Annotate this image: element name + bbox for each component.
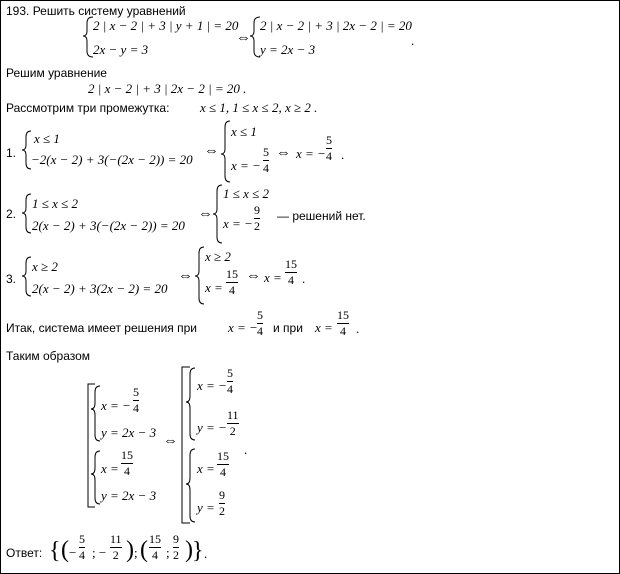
answer-pair1-x-fraction: 5 4 xyxy=(79,532,85,562)
thus-label: Таким образом xyxy=(6,349,91,363)
period: . xyxy=(244,442,248,457)
equiv-symbol: ⇔ xyxy=(163,433,178,449)
answer-close-brace: } xyxy=(192,538,204,564)
case2-result-fraction: 9 2 xyxy=(254,203,260,233)
right-b-y-lhs: y = xyxy=(197,500,215,515)
equiv-symbol: ⇔ xyxy=(236,30,251,46)
system1-eq1: 2 | x − 2 | + 3 | y + 1 | = 20 xyxy=(93,18,239,33)
left-b-x-lhs: x = xyxy=(101,461,119,476)
answer-pair2-x-fraction: 15 4 xyxy=(149,532,161,562)
solve-label: Решим уравнение xyxy=(6,66,107,80)
conclusion-x1-lhs: x = − xyxy=(228,320,258,335)
case2-no-solutions: — решений нет. xyxy=(277,209,366,223)
case2-result-brace xyxy=(213,185,222,243)
left-b-y: y = 2x − 3 xyxy=(101,488,157,503)
system1-brace xyxy=(83,17,93,57)
left-a-y: y = 2x − 3 xyxy=(101,425,157,440)
case1-equation: −2(x − 2) + 3(−(2x − 2)) = 20 xyxy=(31,152,193,167)
intervals: x ≤ 1, 1 ≤ x ≤ 2, x ≥ 2 . xyxy=(200,100,318,115)
system2-brace xyxy=(250,17,260,57)
case1-answer-lhs: x = − xyxy=(296,146,326,161)
right-a-y-lhs: y = − xyxy=(197,420,227,435)
case3-answer-lhs: x = xyxy=(264,270,282,285)
case3-result-brace xyxy=(195,247,204,304)
system1-eq2: 2x − y = 3 xyxy=(93,42,149,57)
case1-answer-fraction: 5 4 xyxy=(326,133,332,163)
case1-result-lhs: x = − xyxy=(231,158,261,173)
case2-result-lhs: x = − xyxy=(223,216,253,231)
period: . xyxy=(302,271,306,286)
right-b-x-fraction: 15 4 xyxy=(217,449,229,479)
left-a-x-fraction: 5 4 xyxy=(133,385,139,415)
answer-separator: ; xyxy=(134,545,138,560)
left-a-x-lhs: x = − xyxy=(101,398,131,413)
answer-label: Ответ: xyxy=(6,546,43,560)
answer-pair1-y-fraction: 11 2 xyxy=(110,532,122,562)
equiv-symbol: ⇔ xyxy=(246,268,261,284)
equiv-symbol: ⇔ xyxy=(198,206,213,222)
equiv-symbol: ⇔ xyxy=(276,145,291,161)
answer-pair1-close: ) xyxy=(126,537,134,563)
period: . xyxy=(341,147,345,162)
right-b-y-fraction: 9 2 xyxy=(219,488,225,518)
answer-pair1-separator: ; − xyxy=(92,545,107,560)
case2-number: 2. xyxy=(6,207,17,221)
right-b-brace xyxy=(186,449,195,522)
answer-pair1-open: ( xyxy=(61,537,69,563)
case3-number: 3. xyxy=(6,272,17,286)
answer-pair2-y-fraction: 9 2 xyxy=(173,532,179,562)
left-b-x-fraction: 15 4 xyxy=(121,448,133,478)
answer-pair2-open: ( xyxy=(140,537,148,563)
case3-result-lhs: x = xyxy=(205,280,223,295)
right-a-x-lhs: x = − xyxy=(197,378,227,393)
right-a-brace xyxy=(186,368,195,440)
case3-answer-fraction: 15 4 xyxy=(285,257,297,287)
case1-result-condition: x ≤ 1 xyxy=(231,124,257,139)
case2-condition: 1 ≤ x ≤ 2 xyxy=(32,196,79,211)
answer-open-brace: { xyxy=(49,538,61,564)
case3-equation: 2(x − 2) + 3(2x − 2) = 20 xyxy=(32,281,168,296)
main-equation: 2 | x − 2 | + 3 | 2x − 2 | = 20 . xyxy=(88,81,247,96)
conclusion-x2-lhs: x = xyxy=(315,320,333,335)
system2-eq2: y = 2x − 3 xyxy=(260,42,316,57)
case1-result-brace xyxy=(221,121,230,182)
problem-title: 193. Решить систему уравнений xyxy=(6,4,186,18)
conclusion-and: и при xyxy=(273,321,303,335)
equiv-symbol: ⇔ xyxy=(204,143,219,159)
system2-eq1: 2 | x − 2 | + 3 | 2x − 2 | = 20 xyxy=(260,18,412,33)
period: . xyxy=(411,33,415,48)
left-b-brace xyxy=(91,451,100,504)
answer-pair1-minus: − xyxy=(69,545,77,560)
intervals-text: Рассмотрим три промежутка: xyxy=(6,101,170,115)
case3-result-condition: x ≥ 2 xyxy=(205,249,231,264)
left-a-brace xyxy=(91,386,100,441)
case3-brace xyxy=(22,257,31,296)
answer-pair2-close: ) xyxy=(185,537,193,563)
case1-result-fraction: 5 4 xyxy=(263,145,269,175)
equiv-symbol: ⇔ xyxy=(178,268,193,284)
right-a-x-fraction: 5 4 xyxy=(227,366,233,396)
conclusion-x2-fraction: 15 4 xyxy=(337,308,349,338)
case1-condition: x ≤ 1 xyxy=(34,131,60,146)
case2-result-condition: 1 ≤ x ≤ 2 xyxy=(223,186,270,201)
case2-brace xyxy=(22,194,31,233)
right-b-x-lhs: x = xyxy=(197,461,215,476)
case3-condition: x ≥ 2 xyxy=(32,259,58,274)
case1-number: 1. xyxy=(6,146,17,160)
answer-pair2-separator: ; xyxy=(166,545,170,560)
right-outer-bracket xyxy=(182,367,190,523)
conclusion-text: Итак, система имеет решения при xyxy=(6,321,197,335)
period: . xyxy=(204,546,208,561)
case1-brace xyxy=(22,131,31,169)
right-a-y-fraction: 11 2 xyxy=(227,408,239,438)
case3-result-fraction: 15 4 xyxy=(226,267,238,297)
period: . xyxy=(356,321,360,336)
left-outer-bracket xyxy=(88,384,95,507)
conclusion-x1-fraction: 5 4 xyxy=(257,308,263,338)
case2-equation: 2(x − 2) + 3(−(2x − 2)) = 20 xyxy=(32,218,185,233)
